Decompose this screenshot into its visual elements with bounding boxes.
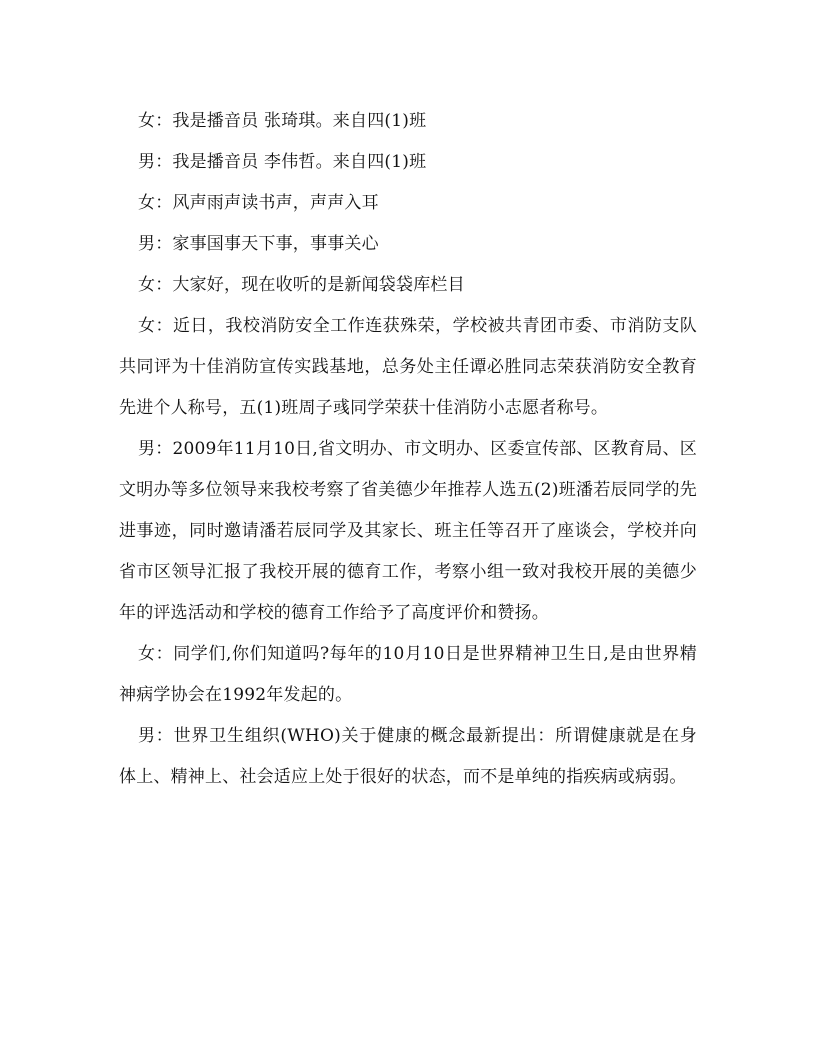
- paragraph: 男：家事国事天下事，事事关心: [138, 234, 379, 254]
- paragraph: 男：世界卫生组织(WHO)关于健康的概念最新提出：所谓健康就是在身体上、精神上、社会适应上处于很好的状态，而不是单纯的指疾病或病弱。: [119, 726, 697, 787]
- paragraph: 男：我是播音员 李伟哲。来自四(1)班: [138, 152, 427, 172]
- paragraph: 女：大家好，现在收听的是新闻袋袋库栏目: [138, 275, 465, 295]
- paragraph: 男：2009年11月10日,省文明办、市文明办、区委宣传部、区教育局、区文明办等多位领导来我校考察了省美德少年推荐人选五(2)班潘若辰同学的先进事迹，同时邀请潘若辰同学及其家长、班主任等召开了座谈会，学校并向省市区领导汇报了我校开展的德育工作，考察小组一致对我校开展的美德少年的评选活动和学校的德育工作给予了高度评价和赞扬。: [119, 439, 697, 623]
- paragraph: 女：我是播音员 张琦琪。来自四(1)班: [138, 111, 427, 131]
- paragraph: 女：风声雨声读书声，声声入耳: [138, 193, 379, 213]
- paragraph: 女：近日，我校消防安全工作连获殊荣，学校被共青团市委、市消防支队共同评为十佳消防宣传实践基地，总务处主任谭必胜同志荣获消防安全教育先进个人称号，五(1)班周子彧同学荣获十佳消防小志愿者称号。: [119, 316, 697, 418]
- paragraph: 女：同学们,你们知道吗?每年的10月10日是世界精神卫生日,是由世界精神病学协会在1992年发起的。: [119, 644, 697, 705]
- document-body: [119, 101, 697, 798]
